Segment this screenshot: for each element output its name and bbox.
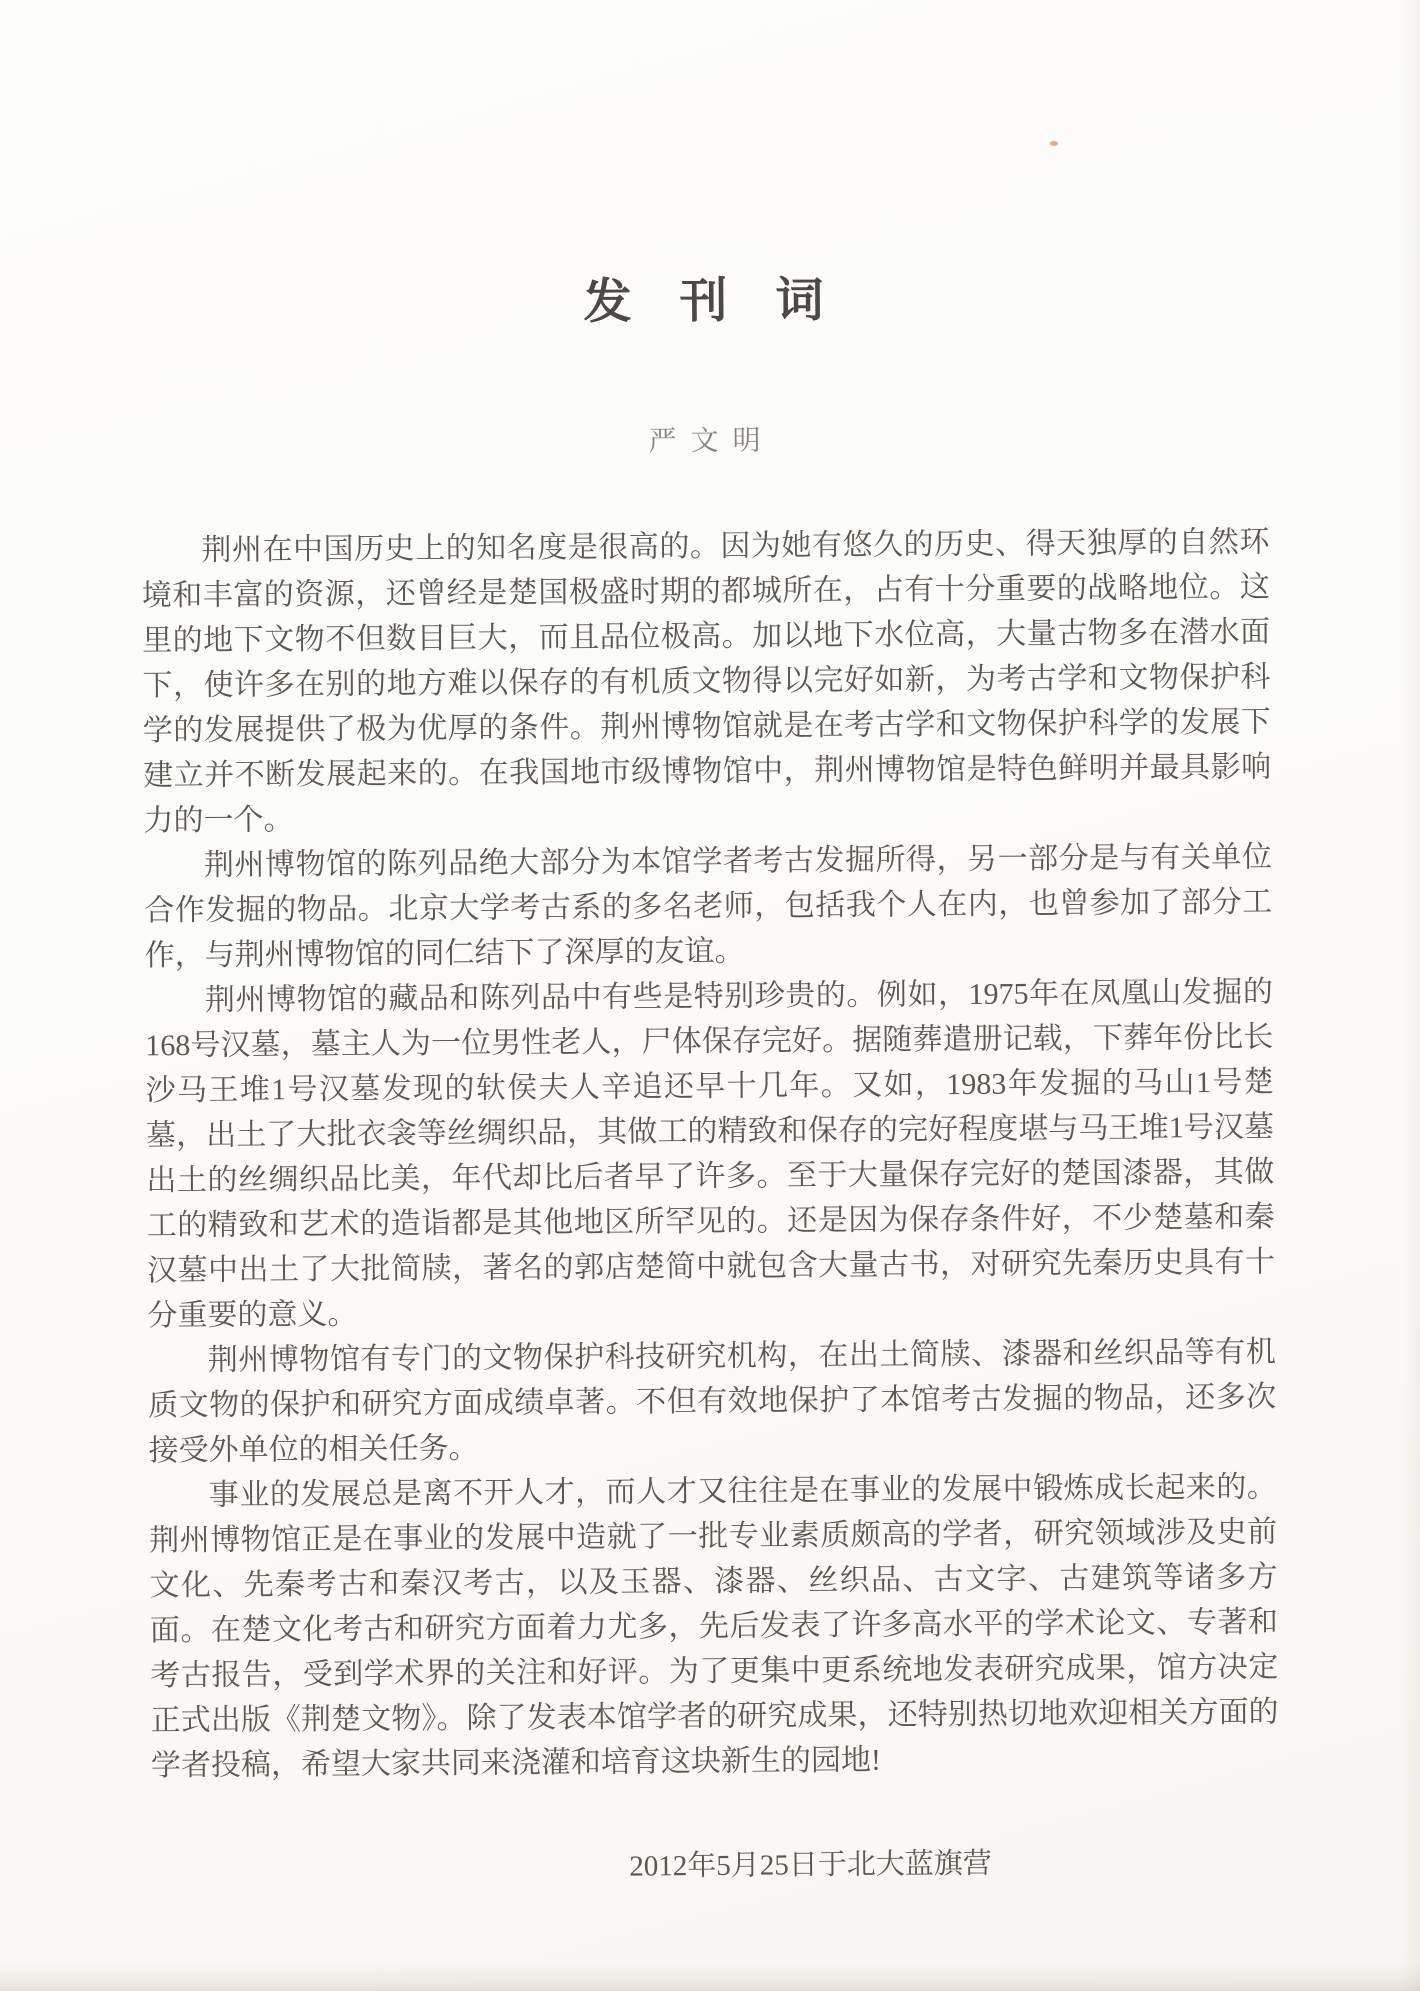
- paragraph-4: 荆州博物馆有专门的文物保护科技研究机构，在出土简牍、漆器和丝织品等有机质文物的保护和研究方面成绩卓著。不但有效地保护了本馆考古发掘的物品，还多次接受外单位的相关任务。: [148, 1335, 1277, 1468]
- paragraph-2: 荆州博物馆的陈列品绝大部分为本馆学者考古发掘所得，另一部分是与有关单位合作发掘的物品。北京大学考古系的多名老师，包括我个人在内，也曾参加了部分工作，与荆州博物馆的同仁结下了深厚的友谊。: [144, 840, 1273, 973]
- page-content: [137, 0, 1280, 1893]
- scan-speck-artifact: [1050, 141, 1058, 146]
- author-name: 严文明: [648, 425, 775, 458]
- page-title: 发 刊 词: [583, 274, 824, 329]
- page-right-edge-shading: [1400, 0, 1420, 1991]
- paragraph-3: 荆州博物馆的藏品和陈列品中有些是特别珍贵的。例如，1975年在凤凰山发掘的168号汉墓，墓主人为一位男性老人，尸体保存完好。据随葬遣册记载，下葬年份比长沙马王堆1号汉墓发现的轪侯夫人辛追还早十几年。又如，1983年发掘的马山1号楚墓，出土了大批衣衾等丝绸织品，其做工的精致和保存的完好程度堪与马王堆1号汉墓出土的丝绸织品比美，年代却比后者早了许多。至于大量保存完好的楚国漆器，其做工的精致和艺术的造诣都是其他地区所罕见的。还是因为保存条件好，不少楚墓和秦汉墓中出土了大批简牍，著名的郭店楚简中就包含大量古书，对研究先秦历史具有十分重要的意义。: [145, 975, 1276, 1333]
- paragraph-5: 事业的发展总是离不开人才，而人才又往往是在事业的发展中锻炼成长起来的。荆州博物馆正是在事业的发展中造就了一批专业素质颇高的学者，研究领域涉及史前文化、先秦考古和秦汉考古，以及玉器、漆器、丝织品、古文字、古建筑等诸多方面。在楚文化考古和研究方面着力尤多，先后发表了许多高水平的学术论文、专著和考古报告，受到学术界的关注和好评。为了更集中更系统地发表研究成果，馆方决定正式出版《荆楚文物》。除了发表本馆学者的研究成果，还特别热切地欢迎相关方面的学者投稿，希望大家共同来浇灌和培育这块新生的园地!: [149, 1470, 1279, 1783]
- page-bottom-edge-shading: [0, 1963, 1420, 1991]
- paragraph-1: 荆州在中国历史上的知名度是很高的。因为她有悠久的历史、得天独厚的自然环境和丰富的资源，还曾经是楚国极盛时期的都城所在，占有十分重要的战略地位。这里的地下文物不但数目巨大，而且品位极高。加以地下水位高，大量古物多在潜水面下，使许多在别的地方难以保存的有机质文物得以完好如新，为考古学和文物保护科学的发展提供了极为优厚的条件。荆州博物馆就是在考古学和文物保护科学的发展下建立并不断发展起来的。在我国地市级博物馆中，荆州博物馆是特色鲜明并最具影响力的一个。: [141, 525, 1272, 838]
- dateline: 2012年5月25日于北大蓝旗营: [629, 1847, 992, 1883]
- body-text: [141, 520, 1279, 1789]
